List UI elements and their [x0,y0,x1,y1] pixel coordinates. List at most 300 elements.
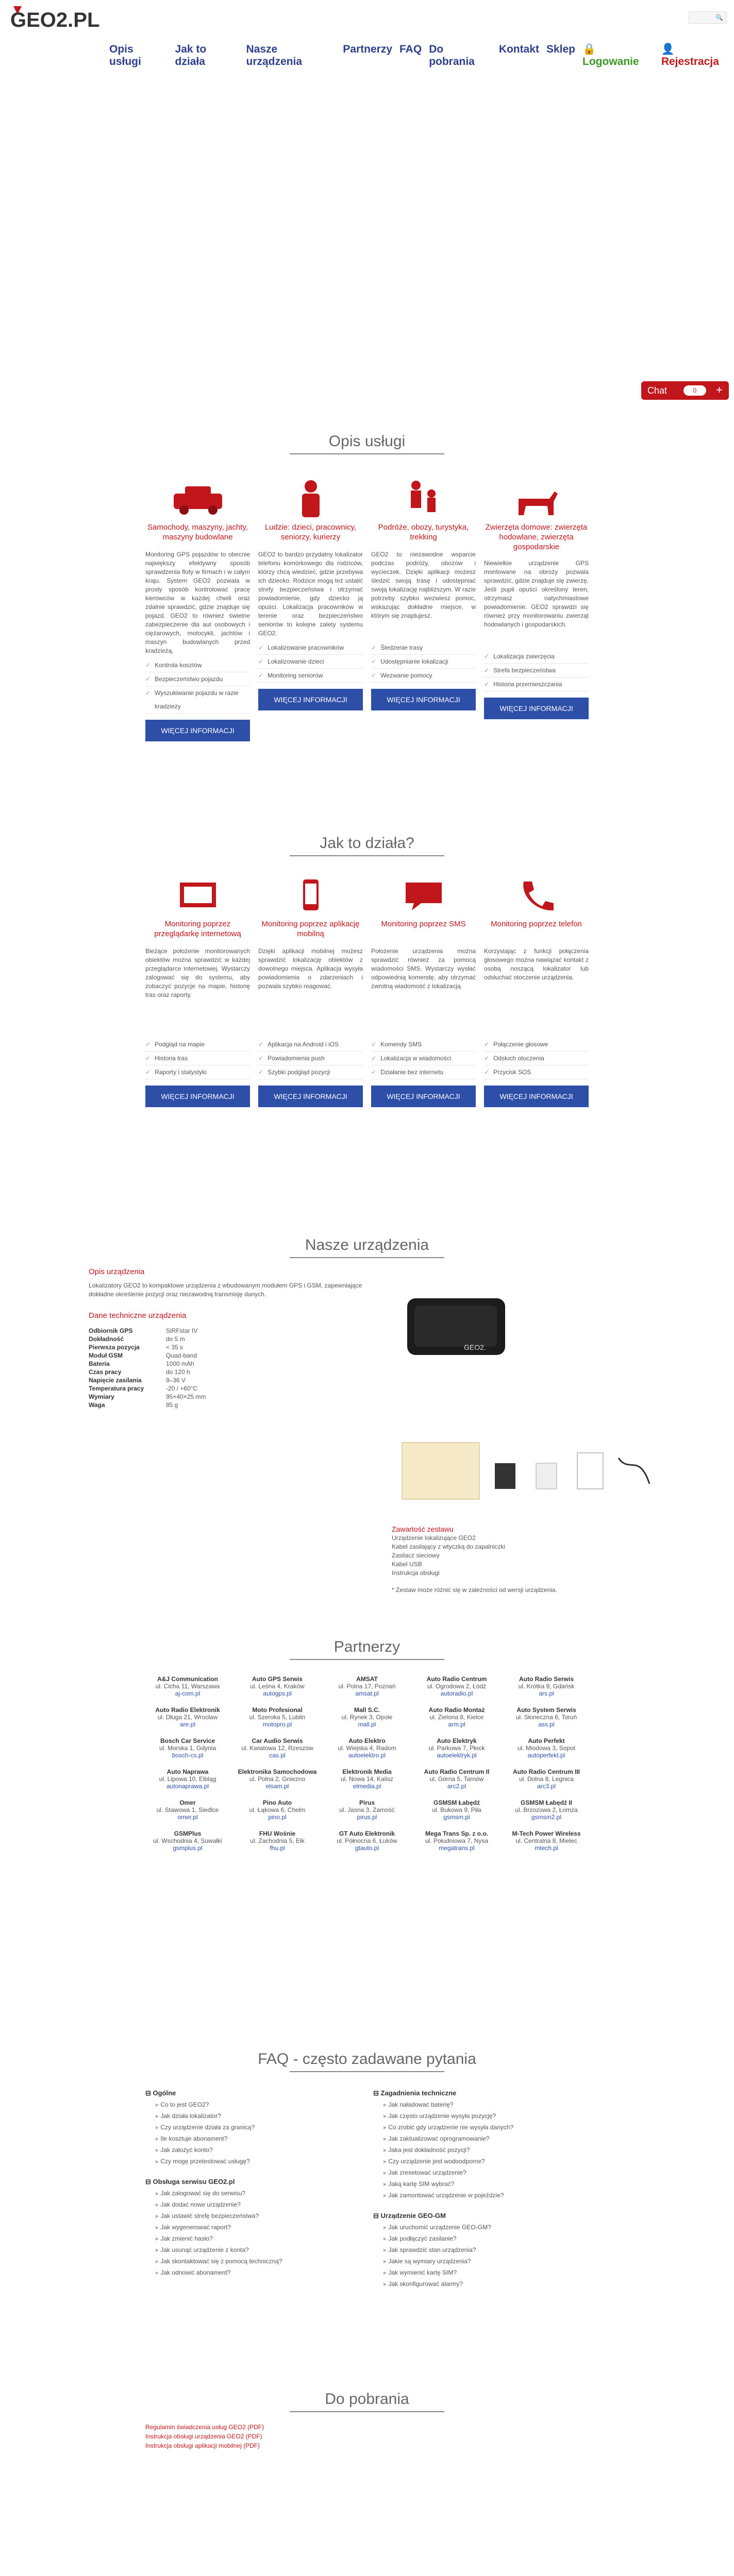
check-icon: ✓ [258,658,264,665]
faq-question[interactable]: ▸ Jak uruchomić urządzenie GEO-GM? [373,2222,589,2233]
check-icon: ✓ [258,672,264,679]
more-info-button[interactable]: WIĘCEJ INFORMACJI [258,1086,363,1107]
partner-address: ul. Cicha 11, Warszawa [155,1683,220,1690]
partner-name: Auto Radio Centrum II [424,1768,490,1775]
services-card-2 [371,475,476,741]
partner-address: ul. Lipowa 10, Elbląg [159,1775,216,1783]
partner-link[interactable]: gsmsm2.pl [531,1814,561,1821]
partner-link[interactable]: gtauto.pl [355,1844,379,1852]
partner-link[interactable]: pirus.pl [357,1814,377,1821]
nav-partnerzy[interactable]: Partnerzy [343,43,393,55]
spec-key: Pierwsza pozycja [89,1344,140,1351]
register-link[interactable]: 👤Rejestracja [661,43,719,67]
partner-link[interactable]: bosch-cs.pl [172,1752,204,1759]
faq-question[interactable]: ▸ Jak usunąć urządzenie z konta? [145,2244,361,2256]
partner-address: ul. Centralna 8, Mielec [515,1837,577,1844]
search-icon[interactable]: 🔍 [715,14,723,21]
partner-address: ul. Łąkowa 6, Chełm [249,1806,306,1814]
faq-question[interactable]: ▸ Jak działa lokalizator? [145,2110,361,2122]
faq-group-title[interactable]: ⊟ Urządzenie GEO-GM [373,2212,446,2219]
main-nav [109,43,734,68]
feature-item: ✓ Lokalizacja zwierzęcia [484,650,589,664]
search-box[interactable] [689,11,727,24]
partner-name: Auto GPS Serwis [252,1675,303,1683]
card-heading: Ludzie: dzieci, pracownicy, seniorzy, kurierzy [264,523,357,541]
spec-value: 95×40×25 mm [166,1393,206,1400]
check-icon: ✓ [371,1069,377,1076]
partner-link[interactable]: elmedia.pl [353,1783,381,1790]
nav-kontakt[interactable]: Kontakt [498,43,539,55]
how-card-1 [258,872,363,1107]
check-icon: ✓ [145,1055,151,1062]
partner-link[interactable]: autogps.pl [263,1690,292,1697]
partner-address: ul. Wiejska 4, Radom [338,1744,396,1752]
check-icon: ✓ [371,658,377,665]
partner-link[interactable]: ass.pl [538,1721,555,1728]
check-icon: ✓ [145,675,151,683]
spec-value: do 120 h [166,1368,190,1376]
partner-link[interactable]: mtech.pl [535,1844,558,1852]
card-heading: Podróże, obozy, turystyka, trekking [378,523,469,541]
faq-question[interactable]: ▸ Czy urządzenie jest wodoodporne? [373,2156,589,2167]
services-illustration-icon [484,475,589,522]
partner-link[interactable]: fhu.pl [270,1844,285,1852]
nav-faq[interactable]: FAQ [399,43,422,55]
feature-item: ✓ Strefa bezpieczeństwa [484,664,589,677]
partner-item [414,1675,499,1697]
card-body: Położenie urządzenia można sprawdzić również za pomocą wiadomości SMS. Wystarczy wysłać odpowiednią komendę, aby otrzymać zwrotną wiadomość z lokalizacją. [371,947,476,990]
devices-section [0,1236,734,1618]
card-heading: Monitoring poprzez SMS [381,920,466,928]
feature-item: ✓ Wezwanie pomocy [371,669,476,683]
faq-question[interactable]: ▸ Jak skonfigurować alarmy? [373,2278,589,2290]
services-illustration-icon [145,475,250,522]
feature-list [371,641,476,683]
header [0,0,734,45]
partner-name: Auto Radio Centrum [426,1675,487,1683]
nav-opis[interactable]: Opis usługi [109,43,141,67]
partner-name: Elektronik Media [342,1768,392,1775]
partner-name: Pirus [359,1799,375,1806]
partner-name: Auto Naprawa [166,1768,209,1775]
partner-link[interactable]: autonaprawa.pl [166,1783,209,1790]
partner-item [145,1706,230,1728]
how-illustration-icon [371,872,476,919]
chat-open-icon[interactable]: + [716,383,723,396]
devices-title: Nasze urządzenia [305,1236,429,1253]
how-illustration-icon [258,872,363,919]
card-heading: Monitoring poprzez aplikację mobilną [261,920,360,938]
partner-item [235,1768,320,1790]
services-card-1 [258,475,363,741]
partner-link[interactable]: amsat.pl [355,1690,379,1697]
faq-question[interactable]: ▸ Jak zresetować urządzenie? [373,2167,589,2178]
partner-address: ul. Stawowa 1, Siedlce [156,1806,219,1814]
faq-group-title[interactable]: ⊟ Zagadnienia techniczne [373,2089,457,2097]
partner-link[interactable]: autoelektro.pl [348,1752,386,1759]
partner-name: Auto Elektryk [437,1737,477,1744]
accessories-list [392,1534,680,1578]
partner-address: ul. Jasna 3, Zamość [339,1806,395,1814]
accessory-item: Zasilacz sieciowy [392,1552,440,1559]
spec-value: -20 / +60°C [166,1385,198,1392]
partner-item [145,1737,230,1759]
feature-item: ✓ Odsłuch otoczenia [484,1052,589,1065]
divider [290,1659,444,1660]
check-icon: ✓ [484,1041,490,1048]
partner-address: ul. Kwiatowa 12, Rzeszów [241,1744,313,1752]
feature-list [371,1038,476,1079]
faq-group [145,2088,361,2167]
partner-link[interactable]: arc3.pl [537,1783,556,1790]
spec-value: SiRFstar IV [166,1327,198,1334]
faq-question[interactable]: ▸ Jak często urządzenie wysyła pozycję? [373,2110,589,2122]
partner-address: ul. Szeroka 5, Lublin [249,1714,306,1721]
partner-name: Mall S.C. [354,1706,380,1714]
partner-name: Auto Radio Centrum III [513,1768,580,1775]
feature-list [145,1038,250,1079]
feature-item: ✓ Śledzenie trasy [371,641,476,655]
partner-name: Auto Perfekt [528,1737,565,1744]
partner-item [414,1799,499,1821]
divider [290,2411,444,2412]
more-info-button[interactable]: WIĘCEJ INFORMACJI [371,1086,476,1107]
partner-address: ul. Miodowa 3, Sopot [517,1744,576,1752]
faq-question[interactable]: ▸ Czy urządzenie działa za granicą? [145,2122,361,2133]
feature-item: ✓ Monitoring seniorów [258,669,363,683]
partner-address: ul. Bukowa 9, Piła [432,1806,481,1814]
spec-value: do 5 m [166,1335,185,1343]
partner-link[interactable]: cas.pl [269,1752,286,1759]
partner-name: Mega Trans Sp. z o.o. [425,1830,489,1837]
partner-link[interactable]: megatrans.pl [439,1844,475,1852]
feature-item: ✓ Udostępnianie lokalizacji [371,655,476,669]
accessories-note [392,1525,680,1595]
faq-section [145,2050,589,2299]
spec-key: Dokładność [89,1335,124,1343]
partner-item [325,1799,409,1821]
feature-item: ✓ Lokalizowanie dzieci [258,655,363,669]
divider [290,855,444,856]
card-body: Niewielkie urządzenie GPS montowane na obroży pozwala sprawdzić, gdzie znajduje się zwierzę. Jeśli pupil opuści określony teren, otrzymasz natychmiastowe powiadomienie. GEO2 sprawdzi się również przy monitorowaniu zwierząt hodowlanych i gospodarskich. [484,560,589,628]
nav-urzadzenia[interactable]: Nasze urządzenia [246,43,303,67]
partner-item [145,1830,230,1852]
partner-item [325,1737,409,1759]
more-info-button[interactable]: WIĘCEJ INFORMACJI [371,689,476,710]
faq-question[interactable]: ▸ Co to jest GEO2? [145,2099,361,2110]
chat-badge: 0 [683,385,706,396]
nav-pobrania[interactable]: Do pobrania [429,43,475,67]
faq-question[interactable]: ▸ Jak zaktualizować oprogramowanie? [373,2133,589,2144]
faq-question[interactable]: ▸ Co zrobić gdy urządzenie nie wysyła danych? [373,2122,589,2133]
accessory-item: Instrukcja obsługi [392,1569,440,1577]
download-link[interactable]: Regulamin świadczenia usług GEO2 (PDF) [145,2424,264,2431]
partners-section [145,1638,589,1852]
partner-name: GT Auto Elektronik [339,1830,395,1837]
partner-name: Auto System Serwis [516,1706,576,1714]
accessory-item: Urządzenie lokalizujące GEO2 [392,1534,476,1541]
partner-link[interactable]: autoperfekt.pl [527,1752,565,1759]
partner-item [504,1675,589,1697]
faq-question[interactable]: ▸ Jak dodać nowe urządzenie? [145,2199,361,2210]
feature-item: ✓ Szybki podgląd pozycji [258,1065,363,1079]
partner-name: Auto Radio Serwis [519,1675,574,1683]
spec-key: Napięcie zasilania [89,1377,142,1384]
device-image [402,1288,515,1365]
how-title: Jak to działa? [320,835,414,852]
partner-address: ul. Ogrodowa 2, Łódź [427,1683,487,1690]
check-icon: ✓ [371,1041,377,1048]
faq-question[interactable]: ▸ Jak wygenerować raport? [145,2222,361,2233]
feature-item: ✓ Lokalizacja w wiadomości [371,1052,476,1065]
device-description [89,1267,377,1409]
check-icon: ✓ [484,667,490,674]
partner-link[interactable]: gsmsm.pl [443,1814,470,1821]
spec-key: Waga [89,1401,105,1409]
partner-item [235,1675,320,1697]
partner-item [504,1768,589,1790]
logo-text: GEO2.PL [10,9,100,31]
faq-question[interactable]: ▸ Jak założyć konto? [145,2144,361,2156]
check-icon: ✓ [145,1069,151,1076]
partner-name: GSMSM Łabędź [433,1799,480,1806]
spec-value: Quad-band [166,1352,197,1359]
partner-link[interactable]: arc2.pl [447,1783,466,1790]
feature-item: ✓ Działanie bez internetu [371,1065,476,1079]
partner-address: ul. Górna 5, Tarnów [429,1775,484,1783]
feature-item: ✓ Historia tras [145,1052,250,1065]
faq-group [145,2176,361,2278]
nav-jak[interactable]: Jak to działa [175,43,207,67]
partner-address: ul. Rynek 3, Opole [341,1714,393,1721]
download-link[interactable]: Instrukcja obsługi aplikacji mobilnej (PDF) [145,2442,260,2449]
download-link[interactable]: Instrukcja obsługi urządzenia GEO2 (PDF) [145,2433,262,2440]
feature-item: ✓ Aplikacja na Android i iOS [258,1038,363,1052]
accessory-item: Kabel zasilający z wtyczką do zapalniczki [392,1543,506,1550]
partner-name: GSMSM Łabędź II [520,1799,572,1806]
check-icon: ✓ [258,644,264,651]
more-info-button[interactable]: WIĘCEJ INFORMACJI [484,698,589,719]
partner-name: Elektronika Samochodowa [238,1768,317,1775]
partner-address: ul. Krótka 9, Gdańsk [518,1683,575,1690]
spec-key: Temperatura pracy [89,1385,144,1392]
partner-link[interactable]: motopro.pl [262,1721,292,1728]
divider [290,453,444,454]
device-sub2: Dane techniczne urządzenia [89,1311,187,1320]
partner-name: AMSAT [356,1675,378,1683]
feature-item: ✓ Historia przemieszczania [484,677,589,691]
feature-item: ✓ Połączenie głosowe [484,1038,589,1052]
svg-text:GEO2.: GEO2. [464,1343,486,1351]
spec-value: 85 g [166,1401,178,1409]
spec-value: 9–36 V [166,1377,186,1384]
faq-question[interactable]: ▸ Jakie są wymiary urządzenia? [373,2256,589,2267]
faq-question[interactable]: ▸ Jak sprawdzić stan urządzenia? [373,2244,589,2256]
card-heading: Monitoring poprzez telefon [491,920,582,928]
downloads-section [145,2391,589,2450]
toggle-icon[interactable]: ⊟ [145,2089,153,2097]
faq-question[interactable]: ▸ Jak podłączyć zasilanie? [373,2233,589,2244]
card-body: Monitoring GPS pojazdów to obecnie największy efektywny sposób sprawdzenia floty w firmach i w całym kraju. System GEO2 pozwala w prosty sposób kontrolować pracę kierowców w każdej chwili oraz zdalnie sprawdzić, gdzie znajduje się pojazd. GEO2 to również świetne zabezpieczenie dla aut osobowych i ciężarowych, motocykli, jachtów i maszyn budowlanych przed kradzieżą. [145,551,250,654]
partner-link[interactable]: autoradio.pl [440,1690,473,1697]
how-illustration-icon [484,872,589,919]
partner-item [325,1768,409,1790]
partner-address: ul. Parkowa 7, Płock [428,1744,485,1752]
lock-icon: 🔒 [582,43,596,55]
faq-question[interactable]: ▸ Czy mogę przetestować usługę? [145,2156,361,2167]
partner-address: ul. Południowa 7, Nysa [425,1837,489,1844]
login-link[interactable]: 🔒Logowanie [582,43,639,67]
partner-name: Auto Radio Montaż [428,1706,485,1714]
partner-name: Pino Auto [262,1799,292,1806]
how-section [145,835,589,1107]
feature-list [258,641,363,683]
feature-item: ✓ Przycisk SOS [484,1065,589,1079]
partner-link[interactable]: elsam.pl [265,1783,289,1790]
acc-note: * Zestaw może różnić się w zależności od wersji urządzenia. [392,1586,557,1594]
chat-label: Chat [647,385,668,396]
toggle-icon[interactable]: ⊟ [145,2178,153,2185]
feature-list [145,658,250,714]
feature-item: ✓ Bezpieczeństwo pojazdu [145,672,250,686]
partner-name: Car Audio Serwis [252,1737,303,1744]
faq-question[interactable]: ▸ Ile kosztuje abonament? [145,2133,361,2144]
faq-question[interactable]: ▸ Jak ustawić strefę bezpieczeństwa? [145,2210,361,2222]
partner-link[interactable]: omer.pl [177,1814,198,1821]
feature-item: ✓ Podgląd na mapie [145,1038,250,1052]
faq-title: FAQ - często zadawane pytania [258,2050,476,2067]
partner-address: ul. Zachodnia 5, Ełk [250,1837,305,1844]
check-icon: ✓ [484,653,490,660]
faq-group-title[interactable]: ⊟ Obsługa serwisu GEO2.pl [145,2178,235,2185]
partner-name: Bosch Car Service [160,1737,215,1744]
feature-item: ✓ Raporty i statystyki [145,1065,250,1079]
accessory-item: Kabel USB [392,1561,422,1568]
partner-item [235,1706,320,1728]
card-body: GEO2 to niezawodne wsparcie podczas podróży, obozów i wycieczek. Dzięki aplikacji możesz śledzić swoją trasę i udostępniać swoją lokalizację najbliższym. W razie potrzeby szybko wezwiesz pomoc, wskazując dokładne miejsce, w którym się znajdujesz. [371,551,476,619]
faq-question[interactable]: ▸ Jak naładować baterię? [373,2099,589,2110]
card-heading: Samochody, maszyny, jachty, maszyny budowlane [147,523,248,541]
faq-question[interactable]: ▸ Jak wymienić kartę SIM? [373,2267,589,2278]
device-sub1: Opis urządzenia [89,1267,145,1276]
check-icon: ✓ [258,1055,264,1062]
partner-address: ul. Polna 2, Gniezno [249,1775,306,1783]
card-body: Bieżące położenie monitorowanych obiektów można sprawdzić w każdej przeglądarce internetowej. Wystarczy zalogować się do systemu, aby zobaczyć pozycje na mapie, historię tras oraz raporty. [145,947,250,998]
partner-name: M-Tech Power Wireless [512,1830,581,1837]
partner-name: Auto Radio Elektronik [155,1706,220,1714]
faq-question[interactable]: ▸ Jak skontaktować się z pomocą techniczną? [145,2256,361,2267]
more-info-button[interactable]: WIĘCEJ INFORMACJI [484,1086,589,1107]
check-icon: ✓ [145,662,151,669]
downloads-title: Do pobrania [325,2391,409,2408]
more-info-button[interactable]: WIĘCEJ INFORMACJI [145,1086,250,1107]
partner-name: FHU Wośnie [259,1830,296,1837]
spec-value: 1000 mAh [166,1360,194,1367]
partner-item [235,1737,320,1759]
faq-question[interactable]: ▸ Jak zamontować urządzenie w pojeździe? [373,2190,589,2201]
device-intro: Lokalizatory GEO2 to kompaktowe urządzenia z wbudowanym modułem GPS i GSM, zapewniające dokładne określenie pozycji oraz niezawodną transmisję danych. [89,1282,362,1298]
how-card-2 [371,872,476,1107]
partner-link[interactable]: are.pl [179,1721,196,1728]
spec-key: Wymiary [89,1393,114,1400]
toggle-icon[interactable]: ⊟ [373,2212,381,2219]
partner-name: Auto Elektro [348,1737,386,1744]
faq-question[interactable]: ▸ Jak odnowić abonament? [145,2267,361,2278]
toggle-icon[interactable]: ⊟ [373,2089,381,2097]
more-info-button[interactable]: WIĘCEJ INFORMACJI [258,689,363,710]
check-icon: ✓ [371,672,377,679]
partner-link[interactable]: aj-com.pl [175,1690,201,1697]
how-illustration-icon [145,872,250,919]
acc-title: Zawartość zestawu [392,1525,454,1533]
partner-address: ul. Brzozowa 2, Łomża [515,1806,578,1814]
partner-item [325,1830,409,1852]
services-illustration-icon [258,475,363,522]
services-illustration-icon [371,475,476,522]
partner-link[interactable]: autoelektryk.pl [437,1752,477,1759]
partner-link[interactable]: arm.pl [448,1721,465,1728]
faq-group-title[interactable]: ⊟ Ogólne [145,2089,176,2097]
feature-item: ✓ Wyszukiwanie pojazdu w razie kradzieży [145,686,250,714]
partner-address: ul. Wschodnia 4, Suwałki [153,1837,222,1844]
services-section [145,433,589,741]
faq-question[interactable]: ▸ Jak zalogować się do serwisu? [145,2188,361,2199]
check-icon: ✓ [145,1041,151,1048]
check-icon: ✓ [371,1055,377,1062]
services-title: Opis usługi [328,433,406,450]
partner-address: ul. Polna 17, Poznań [338,1683,396,1690]
check-icon: ✓ [258,1041,264,1048]
partner-item [504,1706,589,1728]
faq-question[interactable]: ▸ Jaką kartę SIM wybrać? [373,2178,589,2190]
user-icon: 👤 [661,43,675,55]
partner-address: ul. Nowa 14, Kalisz [340,1775,394,1783]
faq-question[interactable]: ▸ Jaka jest dokładność pozycji? [373,2144,589,2156]
faq-group [373,2088,589,2201]
check-icon: ✓ [145,689,151,697]
partner-name: GSMPlus [174,1830,202,1837]
spec-key: Moduł GSM [89,1352,123,1359]
spec-key: Bateria [89,1360,110,1367]
faq-question[interactable]: ▸ Jak zmienić hasło? [145,2233,361,2244]
nav-sklep[interactable]: Sklep [546,43,576,55]
spec-key: Odbiornik GPS [89,1327,133,1334]
card-heading: Zwierzęta domowe: zwierzęta hodowlane, zwierzęta gospodarskie [485,523,588,551]
more-info-button[interactable]: WIĘCEJ INFORMACJI [145,720,250,741]
partner-item [414,1737,499,1759]
spec-key: Czas pracy [89,1368,122,1376]
partner-item [414,1768,499,1790]
feature-item: ✓ Powiadomienia push [258,1052,363,1065]
partner-address: ul. Długa 21, Wrocław [157,1714,218,1721]
partner-link[interactable]: ars.pl [539,1690,554,1697]
feature-list [258,1038,363,1079]
partner-link[interactable]: pino.pl [268,1814,287,1821]
check-icon: ✓ [484,681,490,688]
faq-group [373,2210,589,2290]
partner-link[interactable]: mall.pl [358,1721,376,1728]
card-heading: Monitoring poprzez przeglądarkę internetową [154,920,241,938]
chat-widget[interactable] [641,381,729,400]
partner-name: A&J Communication [157,1675,218,1683]
accessories-image [392,1432,660,1520]
partner-link[interactable]: gsmplus.pl [173,1844,203,1852]
logo[interactable] [6,2,104,33]
how-card-0 [145,872,250,1107]
partner-item [145,1675,230,1697]
partner-item [325,1675,409,1697]
services-card-0 [145,475,250,741]
